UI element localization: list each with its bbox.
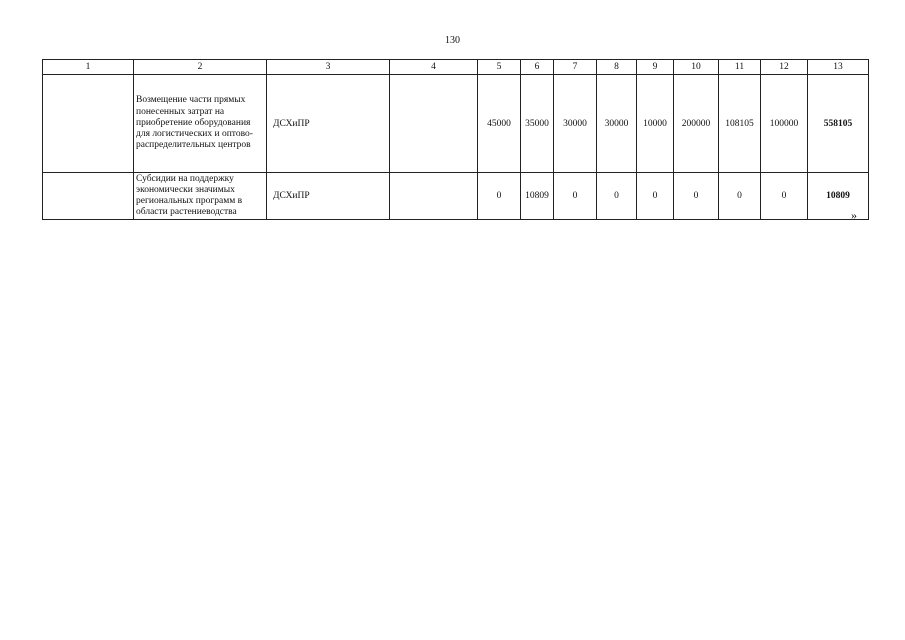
value-cell: 35000 xyxy=(521,75,554,173)
total-cell: 558105 xyxy=(808,75,869,173)
table-header-row xyxy=(43,60,869,75)
column-header: 3 xyxy=(267,60,390,75)
page-number: 130 xyxy=(445,35,460,46)
budget-table xyxy=(42,59,869,220)
empty-cell xyxy=(390,173,478,220)
row-number-cell xyxy=(43,173,134,220)
value-cell: 45000 xyxy=(478,75,521,173)
organization-cell: ДСХиПР xyxy=(267,173,390,220)
value-cell: 0 xyxy=(719,173,761,220)
value-cell: 0 xyxy=(554,173,597,220)
column-header: 1 xyxy=(43,60,134,75)
column-header: 5 xyxy=(478,60,521,75)
measure-name-cell: Возмещение части прямых понесенных затрат на приобретение оборудования для логистических и оптово-распределительных центров xyxy=(134,75,267,173)
value-cell: 10809 xyxy=(521,173,554,220)
value-cell: 10000 xyxy=(637,75,674,173)
value-cell: 0 xyxy=(637,173,674,220)
total-cell: 10809 xyxy=(808,173,869,220)
column-header: 10 xyxy=(674,60,719,75)
column-header: 9 xyxy=(637,60,674,75)
value-cell: 0 xyxy=(674,173,719,220)
value-cell: 200000 xyxy=(674,75,719,173)
column-header: 4 xyxy=(390,60,478,75)
value-cell: 0 xyxy=(761,173,808,220)
empty-cell xyxy=(390,75,478,173)
measure-name-cell: Субсидии на поддержку экономически значимых региональных программ в области растениеводства xyxy=(134,173,267,220)
table-row xyxy=(43,75,869,173)
column-header: 2 xyxy=(134,60,267,75)
column-header: 7 xyxy=(554,60,597,75)
value-cell: 30000 xyxy=(597,75,637,173)
value-cell: 0 xyxy=(597,173,637,220)
value-cell: 30000 xyxy=(554,75,597,173)
value-cell: 0 xyxy=(478,173,521,220)
value-cell: 100000 xyxy=(761,75,808,173)
organization-cell: ДСХиПР xyxy=(267,75,390,173)
column-header: 11 xyxy=(719,60,761,75)
closing-quote-mark: » xyxy=(851,208,857,222)
column-header: 13 xyxy=(808,60,869,75)
column-header: 12 xyxy=(761,60,808,75)
column-header: 6 xyxy=(521,60,554,75)
column-header: 8 xyxy=(597,60,637,75)
value-cell: 108105 xyxy=(719,75,761,173)
table-row xyxy=(43,173,869,220)
row-number-cell xyxy=(43,75,134,173)
